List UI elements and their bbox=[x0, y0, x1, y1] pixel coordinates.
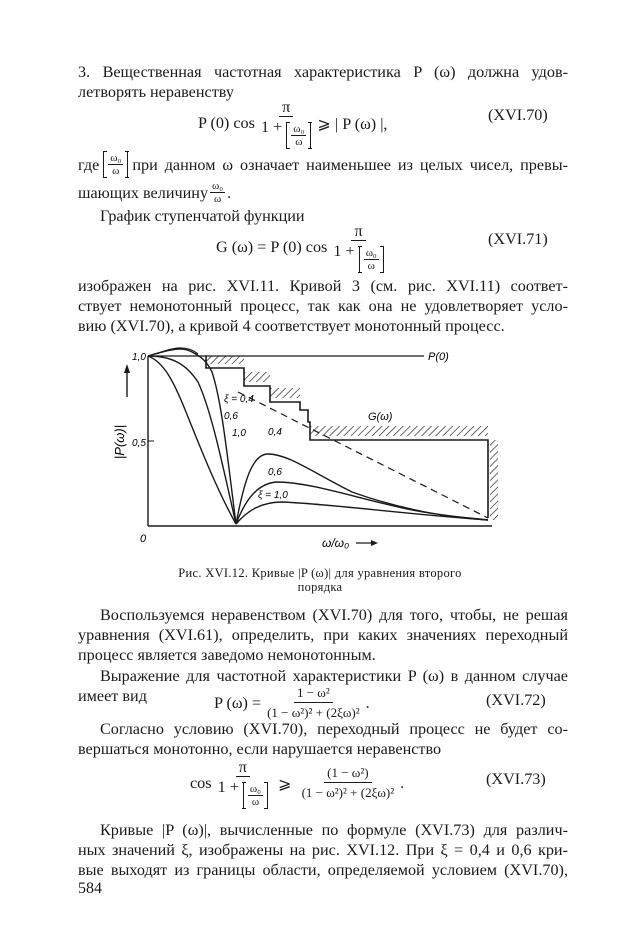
eq70-w: ω bbox=[295, 136, 303, 148]
eq70-fraction bbox=[258, 98, 314, 149]
eq70-w0: ω₀ bbox=[293, 123, 305, 135]
paragraph-1-line-1: 3. Вещественная частотная характеристика P (ω) должна удов- bbox=[78, 63, 568, 81]
p2-w0: ω₀ bbox=[110, 152, 122, 164]
eq73-left-fraction bbox=[215, 758, 271, 809]
caption-line-2: порядка bbox=[297, 580, 343, 594]
eq72-lhs: P (ω) = bbox=[214, 694, 262, 712]
paragraph-1-line-2: летворять неравенству bbox=[78, 83, 234, 101]
p2-frac-w: ω bbox=[213, 193, 222, 205]
paragraph-4-line-2: ствует немонотонный процесс, так как она не удовлетворяет усло- bbox=[78, 297, 568, 315]
eq73-w0: ω₀ bbox=[249, 783, 261, 795]
eq73-number: (XVI.73) bbox=[486, 770, 546, 788]
figure-xvi-12 bbox=[112, 342, 512, 560]
p2-bracket bbox=[103, 151, 128, 178]
g-omega-label: G(ω) bbox=[368, 411, 393, 423]
equation-70 bbox=[198, 98, 387, 149]
label-lower-1-0: ξ = 1,0 bbox=[258, 490, 288, 501]
paragraph-6-line-2: имеет вид bbox=[78, 687, 147, 705]
y-axis-label: |P(ω)| bbox=[112, 424, 127, 460]
eq73-denominator: (1 − ω²)² + (2ξω)² bbox=[301, 785, 395, 800]
paragraph-6-line-1: Выражение для частотной характеристики P (ω) в данном случае bbox=[100, 667, 568, 685]
curve-lower-xi-1-0 bbox=[236, 502, 488, 524]
label-upper-0-6: 0,6 bbox=[224, 411, 238, 422]
eq73-numerator: (1 − ω²) bbox=[324, 764, 371, 783]
label-upper-0-4: ξ = 0,4 bbox=[224, 394, 254, 405]
p2-l2b: . bbox=[227, 183, 232, 202]
label-lower-0-6: 0,6 bbox=[268, 467, 282, 478]
eq73-right-fraction bbox=[299, 764, 398, 803]
p2-w: ω bbox=[112, 165, 120, 177]
tick-1-0: 1,0 bbox=[132, 352, 146, 363]
equation-72: P (ω) = $\frac{\text{1 − ω²}}{\text{(1 − ω²)² + (2ξω)²}}$ . bbox=[214, 684, 370, 723]
eq72-fraction bbox=[264, 684, 363, 723]
x-axis-label: ω/ω₀ bbox=[322, 536, 350, 550]
p0-label: P(0) bbox=[428, 351, 449, 363]
eq71-one-plus: 1 + bbox=[333, 242, 355, 260]
eq71-w0: ω₀ bbox=[365, 247, 377, 259]
paragraph-5-line-2: уравнения (XVI.61), определить, при каких значениях переходный bbox=[78, 626, 568, 644]
eq71-numerator: π bbox=[351, 222, 365, 241]
figure-caption bbox=[130, 566, 510, 594]
eq72-numerator: 1 − ω² bbox=[294, 684, 333, 703]
eq71-w: ω bbox=[367, 260, 375, 272]
eq71-bracket bbox=[359, 246, 384, 273]
caption-line-1: Рис. XVI.12. Кривые |P (ω)| для уравнения второго bbox=[178, 566, 462, 580]
eq73-cos: cos bbox=[190, 774, 212, 792]
p2-rest: при данном ω означает наименьшее из целых чисел, превы- bbox=[132, 155, 568, 174]
eq73-one-plus: 1 + bbox=[217, 778, 239, 796]
eq70-numerator: π bbox=[279, 98, 293, 117]
paragraph-4-line-1: изображен на рис. XVI.11. Кривой 3 (см. рис. XVI.11) соответ- bbox=[78, 277, 568, 295]
p2-l2a: шающих величину bbox=[78, 183, 209, 202]
label-lower-0-4: 0,4 bbox=[268, 427, 282, 438]
p2-gde: где bbox=[78, 155, 100, 174]
p2-frac-w0: ω₀ bbox=[212, 180, 224, 192]
origin-label: 0 bbox=[140, 533, 147, 545]
eq72-number: (XVI.72) bbox=[486, 691, 546, 709]
eq70-bracket bbox=[286, 122, 311, 149]
y-axis-arrowhead bbox=[124, 364, 130, 373]
curve-upper-xi-1-0 bbox=[148, 356, 236, 524]
eq70-one-plus: 1 + bbox=[260, 118, 283, 136]
eq71-number: (XVI.71) bbox=[488, 230, 548, 248]
eq70-number: (XVI.70) bbox=[488, 106, 548, 124]
paragraph-2-line-1 bbox=[78, 151, 568, 178]
eq70-lhs: P (0) cos bbox=[198, 114, 255, 132]
paragraph-3: График ступенчатой функции bbox=[100, 207, 305, 225]
eq72-denominator: (1 − ω²)² + (2ξω)² bbox=[267, 705, 360, 720]
eq73-pi: π bbox=[236, 758, 250, 777]
paragraph-8-line-1: Кривые |P (ω)|, вычисленные по формуле (XVI.73) для различ- bbox=[100, 821, 568, 839]
eq71-lhs: G (ω) = P (0) cos bbox=[216, 238, 328, 256]
curve-lower-xi-0-4 bbox=[236, 454, 488, 524]
equation-71 bbox=[216, 222, 390, 273]
equation-73: cos π 1 + $\frac{\text{ω₀}}{\omega}$ ⩾ $\frac{\text{(1 − ω²)}}{\text{(1 − ω²)² + (2ξω)²}}$ . bbox=[190, 758, 405, 808]
page-number: 584 bbox=[78, 880, 102, 897]
label-upper-1-0: 1,0 bbox=[232, 428, 246, 439]
eq70-rhs: ⩾ | P (ω) |, bbox=[317, 114, 388, 133]
paragraph-4-line-3: вию (XVI.70), а кривой 4 соответствует монотонный процесс. bbox=[78, 317, 505, 335]
eq73-w: ω bbox=[251, 796, 260, 808]
paragraph-8-line-3: вые выходят из границы области, определяемой условием (XVI.70), bbox=[78, 861, 568, 879]
paragraph-5-line-3: процесс является заведомо немонотонным. bbox=[78, 646, 376, 664]
tick-0-5: 0,5 bbox=[132, 438, 146, 449]
paragraph-8-line-2: ных значений ξ, изображены на рис. XVI.12. При ξ = 0,4 и 0,6 кри- bbox=[78, 841, 568, 859]
paragraph-5-line-1: Воспользуемся неравенством (XVI.70) для того, чтобы, не решая bbox=[100, 606, 568, 624]
paragraph-2-line-2 bbox=[78, 180, 231, 205]
paragraph-7-line-1: Согласно условию (XVI.70), переходный процесс не будет со- bbox=[100, 720, 568, 738]
eq71-fraction bbox=[330, 222, 386, 273]
paragraph-7-line-2: вершаться монотонно, если нарушается неравенство bbox=[78, 740, 442, 758]
eq73-ge: ⩾ bbox=[277, 774, 292, 793]
eq73-bracket bbox=[243, 782, 268, 809]
